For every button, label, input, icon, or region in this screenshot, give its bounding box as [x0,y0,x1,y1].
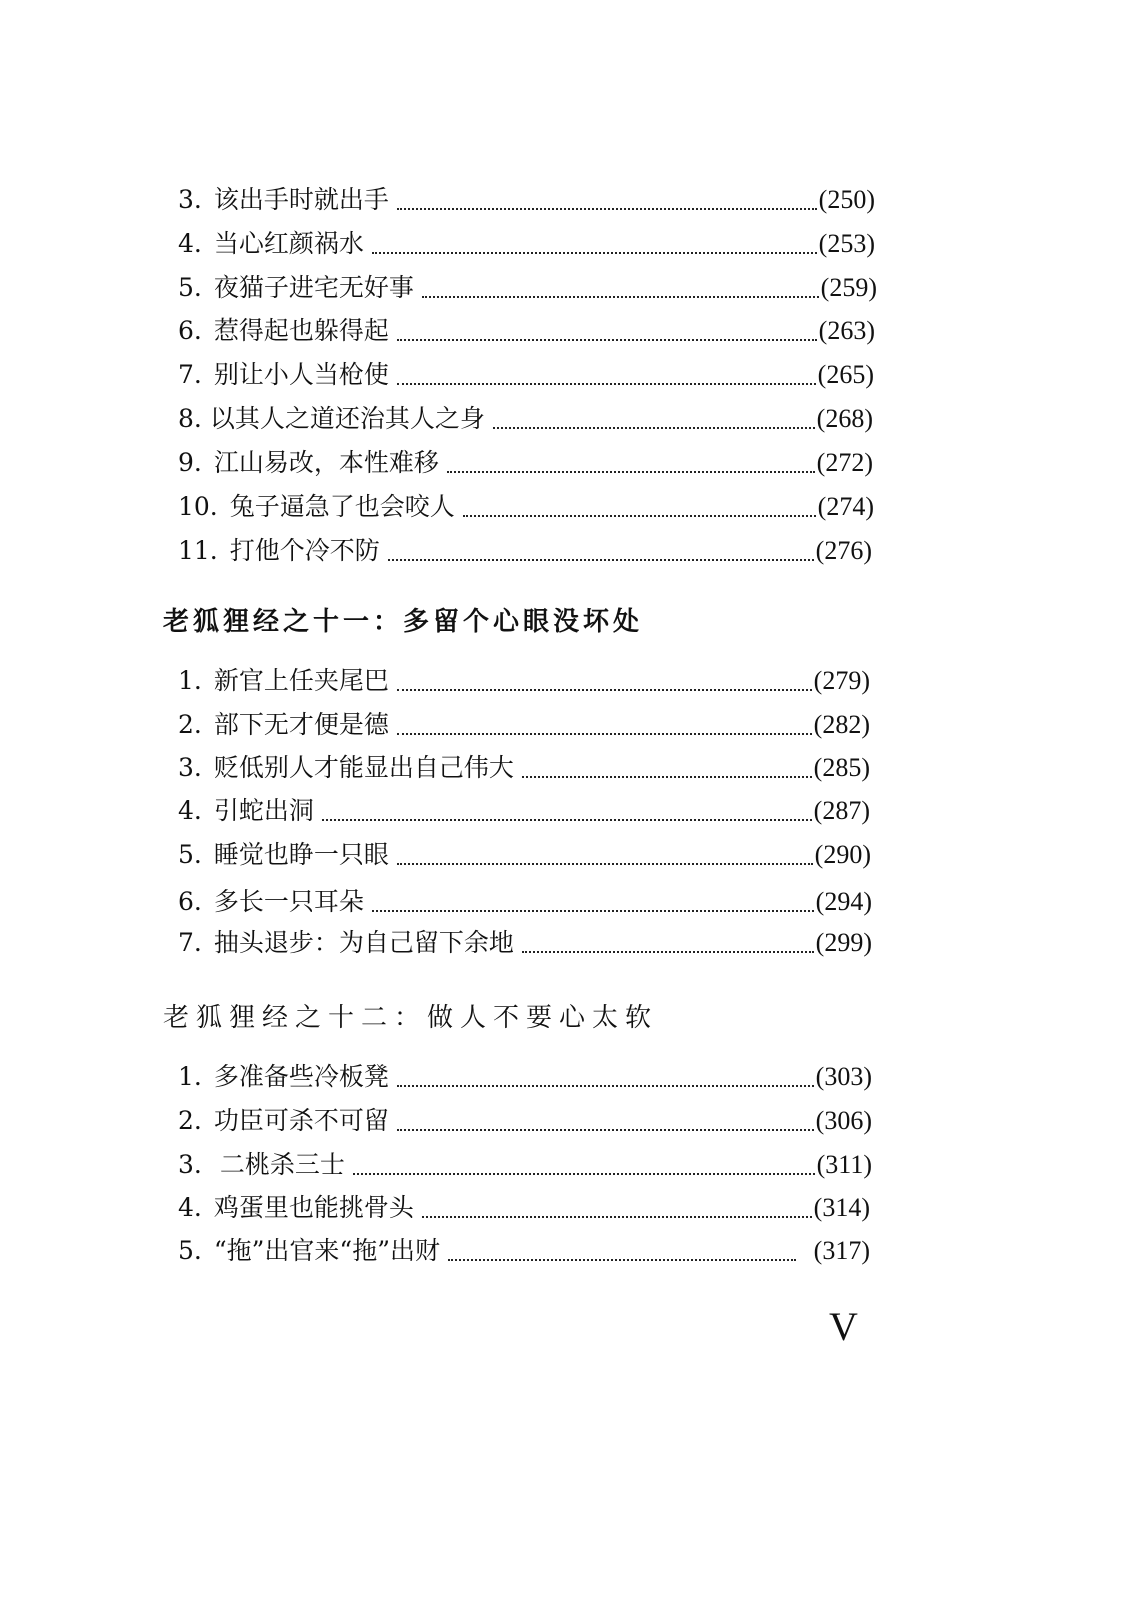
entry-number: 7. [178,928,202,957]
toc-entry [178,531,872,567]
dot-leader [322,819,812,821]
toc-entry [178,923,872,959]
entry-page: (272) [816,448,873,477]
entry-page: (265) [817,360,874,389]
entry-title: 打他个冷不防 [229,536,380,565]
entry-title: 该出手时就出手 [213,185,389,214]
section-heading: 老狐狸经之十一：多留个心眼没坏处 [163,607,644,637]
toc-entry [178,311,875,347]
entry-page: (303) [815,1062,872,1091]
dot-leader [422,296,819,298]
entry-title: 睡觉也睁一只眼 [213,840,389,869]
entry-page: (276) [815,536,872,565]
dot-leader [493,427,815,429]
entry-title: 抽头退步：为自己留下余地 [213,928,514,957]
entry-page: (274) [817,492,874,521]
entry-page: (311) [816,1150,872,1179]
entry-number: 4. [178,796,202,825]
entry-number: 6. [178,316,202,345]
entry-title: 江山易改，本性难移 [213,448,439,477]
entry-title: 多长一只耳朵 [213,887,364,916]
entry-page: (250) [818,185,875,214]
dot-leader [448,1259,796,1261]
entry-page: (259) [820,273,877,302]
entry-title: 多准备些冷板凳 [213,1062,389,1091]
toc-entry [178,224,875,260]
dot-leader [397,1085,814,1087]
entry-number: 5. [178,1236,202,1265]
entry-title: 以其人之道还治其人之身 [209,404,485,433]
entry-title: 兔子逼急了也会咬人 [229,492,455,521]
entry-page: (314) [813,1193,870,1222]
toc-entry [178,882,872,918]
entry-number: 9. [178,448,202,477]
entry-number: 4. [178,1193,202,1222]
entry-page: (299) [815,928,872,957]
dot-leader [372,910,814,912]
toc-entry [178,180,875,216]
entry-page: (294) [815,887,872,916]
dot-leader [372,252,817,254]
entry-number: 10. [178,492,218,521]
toc-entry [178,268,877,304]
toc-entry [178,487,874,523]
entry-number: 3. [178,1150,202,1179]
entry-number: 1. [178,666,202,695]
entry-title: 引蛇出洞 [213,796,314,825]
entry-title: 夜猫子进宅无好事 [213,273,414,302]
entry-title: 部下无才便是德 [213,710,389,739]
dot-leader [397,733,812,735]
toc-entry [178,1057,872,1093]
entry-number: 2. [178,710,202,739]
toc-entry [178,1145,872,1181]
entry-number: 7. [178,360,202,389]
toc-entry [178,1231,870,1267]
toc-entry [178,835,871,871]
dot-leader [447,471,815,473]
dot-leader [397,208,817,210]
entry-number: 5. [178,273,202,302]
page-number: V [829,1304,858,1349]
entry-page: (290) [814,840,871,869]
entry-title: 别让小人当枪使 [213,360,389,389]
entry-number: 2. [178,1106,202,1135]
dot-leader [522,951,814,953]
entry-number: 8. [178,404,202,433]
dot-leader [463,515,816,517]
entry-number: 3. [178,753,202,782]
entry-title: 贬低别人才能显出自己伟大 [213,753,514,782]
toc-entry [178,1101,872,1137]
toc-entry [178,705,870,741]
entry-page: (287) [813,796,870,825]
entry-page: (306) [815,1106,872,1135]
entry-page: (253) [818,229,875,258]
section-heading: 老狐狸经之十二：做人不要心太软 [163,1003,659,1033]
dot-leader [522,776,812,778]
toc-entry [178,791,870,827]
entry-number: 6. [178,887,202,916]
dot-leader [388,559,814,561]
dot-leader [397,339,817,341]
entry-number: 4. [178,229,202,258]
dot-leader [353,1173,815,1175]
entry-page: (285) [813,753,870,782]
entry-page: (317) [813,1236,870,1265]
entry-title: 二桃杀三士 [219,1150,345,1179]
entry-page: (282) [813,710,870,739]
entry-number: 5. [178,840,202,869]
dot-leader [397,383,816,385]
entry-number: 1. [178,1062,202,1091]
toc-entry [178,443,873,479]
entry-number: 11. [178,536,218,565]
entry-title: 当心红颜祸水 [213,229,364,258]
toc-entry [178,748,870,784]
entry-page: (268) [816,404,873,433]
dot-leader [397,863,813,865]
entry-page: (263) [818,316,875,345]
entry-title: “拖”出官来“拖”出财 [213,1236,440,1265]
entry-title: 惹得起也躲得起 [213,316,389,345]
dot-leader [422,1216,812,1218]
toc-entry [178,399,873,435]
entry-page: (279) [813,666,870,695]
toc-entry [178,1188,870,1224]
entry-title: 新官上任夹尾巴 [213,666,389,695]
dot-leader [397,1129,814,1131]
dot-leader [397,689,812,691]
entry-title: 功臣可杀不可留 [213,1106,389,1135]
entry-title: 鸡蛋里也能挑骨头 [213,1193,414,1222]
toc-entry [178,661,870,697]
toc-entry [178,355,874,391]
entry-number: 3. [178,185,202,214]
